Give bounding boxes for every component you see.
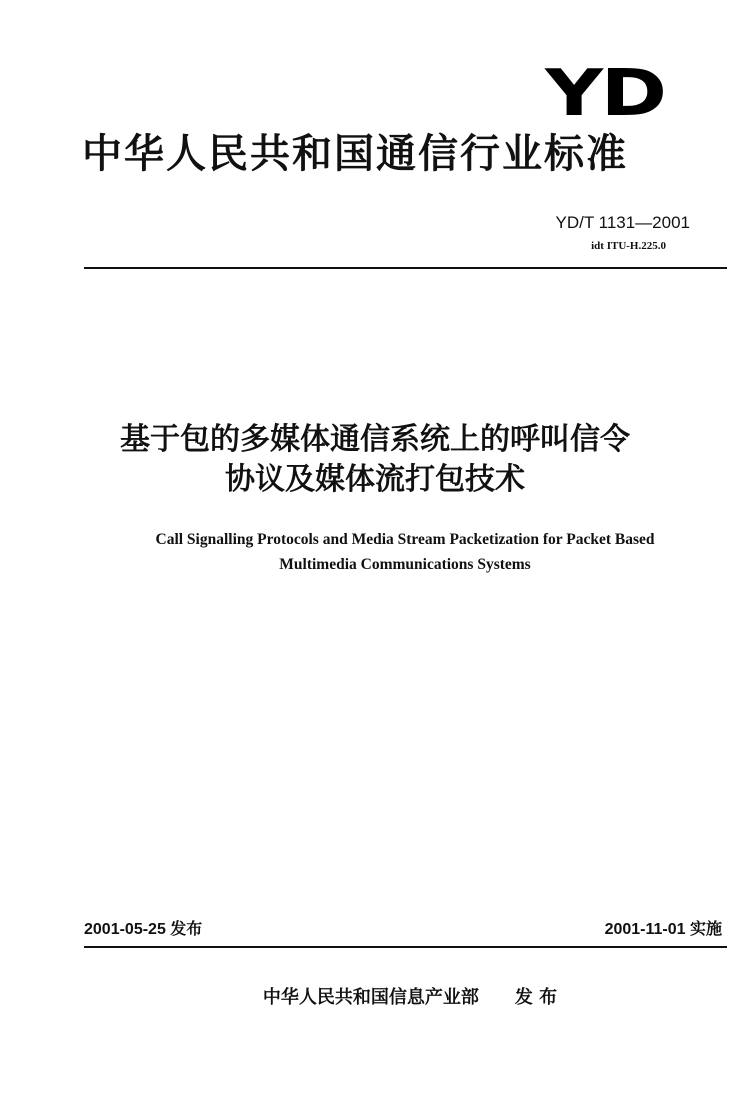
header-divider [84,267,727,269]
chinese-title-line-2: 协议及媒体流打包技术 [225,462,525,497]
publish-action: 发 布 [514,987,558,1008]
issue-date: 2001-05-25 发布 [84,921,203,938]
implementation-date: 2001-11-01 实施 [604,921,722,938]
chinese-title [0,420,750,500]
yd-logo: YD [544,57,664,131]
standard-idt: idt ITU-H.225.0 [591,240,666,252]
publisher-line [0,985,750,1011]
english-title [0,527,750,577]
footer-divider [84,946,727,948]
english-title-line-2: Multimedia Communications Systems [279,556,531,573]
org-title: 中华人民共和国通信行业标准 [82,131,628,177]
english-title-line-1: Call Signalling Protocols and Media Stream Packetization for Packet Based [155,531,655,548]
chinese-title-line-1: 基于包的多媒体通信系统上的呼叫信令 [120,422,630,457]
publisher-name: 中华人民共和国信息产业部 [262,987,479,1008]
standard-number: YD/T 1131—2001 [555,213,690,232]
